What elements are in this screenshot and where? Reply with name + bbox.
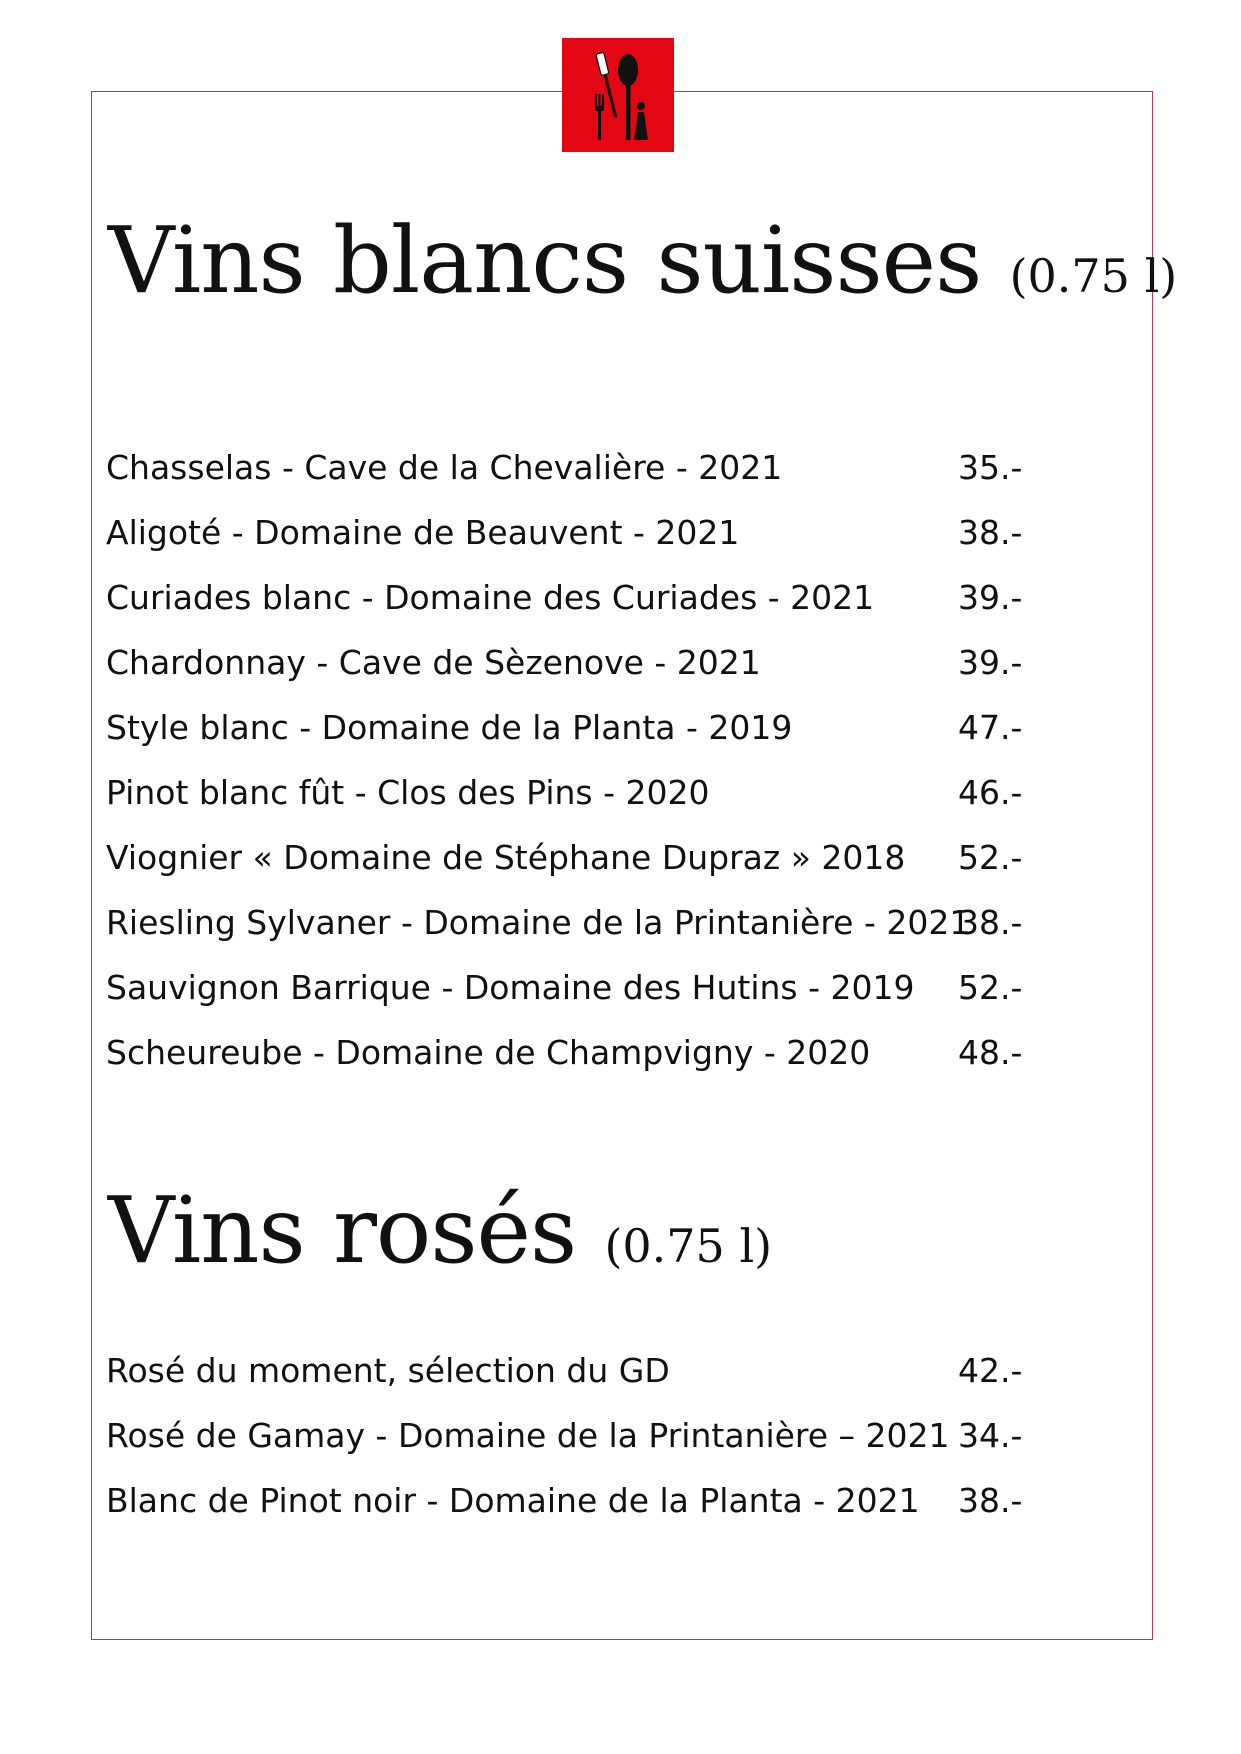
wine-row — [106, 1338, 1026, 1403]
wine-list-roses — [106, 1338, 1026, 1533]
wine-name: Riesling Sylvaner - Domaine de la Printanière - 2021 — [106, 903, 971, 942]
wine-price: 52.- — [958, 968, 1023, 1007]
wine-row — [106, 1468, 1026, 1533]
wine-price: 52.- — [958, 838, 1023, 877]
wine-price: 38.- — [958, 513, 1023, 552]
wine-name: Style blanc - Domaine de la Planta - 2019 — [106, 708, 793, 747]
wine-row — [106, 565, 1026, 630]
wine-name: Pinot blanc fût - Clos des Pins - 2020 — [106, 773, 710, 812]
wine-name: Rosé du moment, sélection du GD — [106, 1351, 670, 1390]
wine-list-blancs — [106, 435, 1026, 1085]
wine-name: Viognier « Domaine de Stéphane Dupraz » 2018 — [106, 838, 906, 877]
wine-name: Blanc de Pinot noir - Domaine de la Planta - 2021 — [106, 1481, 920, 1520]
wine-row — [106, 630, 1026, 695]
wine-price: 38.- — [958, 1481, 1023, 1520]
section-volume: (0.75 l) — [604, 1219, 773, 1273]
wine-name: Scheureube - Domaine de Champvigny - 2020 — [106, 1033, 871, 1072]
wine-price: 46.- — [958, 773, 1023, 812]
section-volume: (0.75 l) — [1009, 249, 1178, 303]
wine-price: 42.- — [958, 1351, 1023, 1390]
wine-price: 39.- — [958, 643, 1023, 682]
wine-row — [106, 760, 1026, 825]
wine-price: 35.- — [958, 448, 1023, 487]
wine-name: Sauvignon Barrique - Domaine des Hutins - 2019 — [106, 968, 915, 1007]
wine-name: Aligoté - Domaine de Beauvent - 2021 — [106, 513, 740, 552]
section-title-vins-roses — [108, 1177, 773, 1284]
cutlery-icon — [562, 38, 674, 152]
wine-row — [106, 500, 1026, 565]
restaurant-logo — [562, 38, 674, 152]
wine-price: 34.- — [958, 1416, 1023, 1455]
wine-row — [106, 1403, 1026, 1468]
wine-name: Chardonnay - Cave de Sèzenove - 2021 — [106, 643, 761, 682]
wine-row — [106, 890, 1026, 955]
wine-price: 48.- — [958, 1033, 1023, 1072]
wine-price: 47.- — [958, 708, 1023, 747]
wine-price: 38.- — [958, 903, 1023, 942]
section-title-text: Vins rosés — [108, 1177, 577, 1284]
wine-row — [106, 955, 1026, 1020]
wine-row — [106, 435, 1026, 500]
wine-name: Rosé de Gamay - Domaine de la Printanière – 2021 — [106, 1416, 950, 1455]
wine-price: 39.- — [958, 578, 1023, 617]
wine-row — [106, 825, 1026, 890]
wine-row — [106, 1020, 1026, 1085]
wine-row — [106, 695, 1026, 760]
wine-name: Chasselas - Cave de la Chevalière - 2021 — [106, 448, 783, 487]
section-title-text: Vins blancs suisses — [108, 207, 982, 314]
section-title-vins-blancs — [108, 207, 1178, 314]
wine-name: Curiades blanc - Domaine des Curiades - 2021 — [106, 578, 875, 617]
